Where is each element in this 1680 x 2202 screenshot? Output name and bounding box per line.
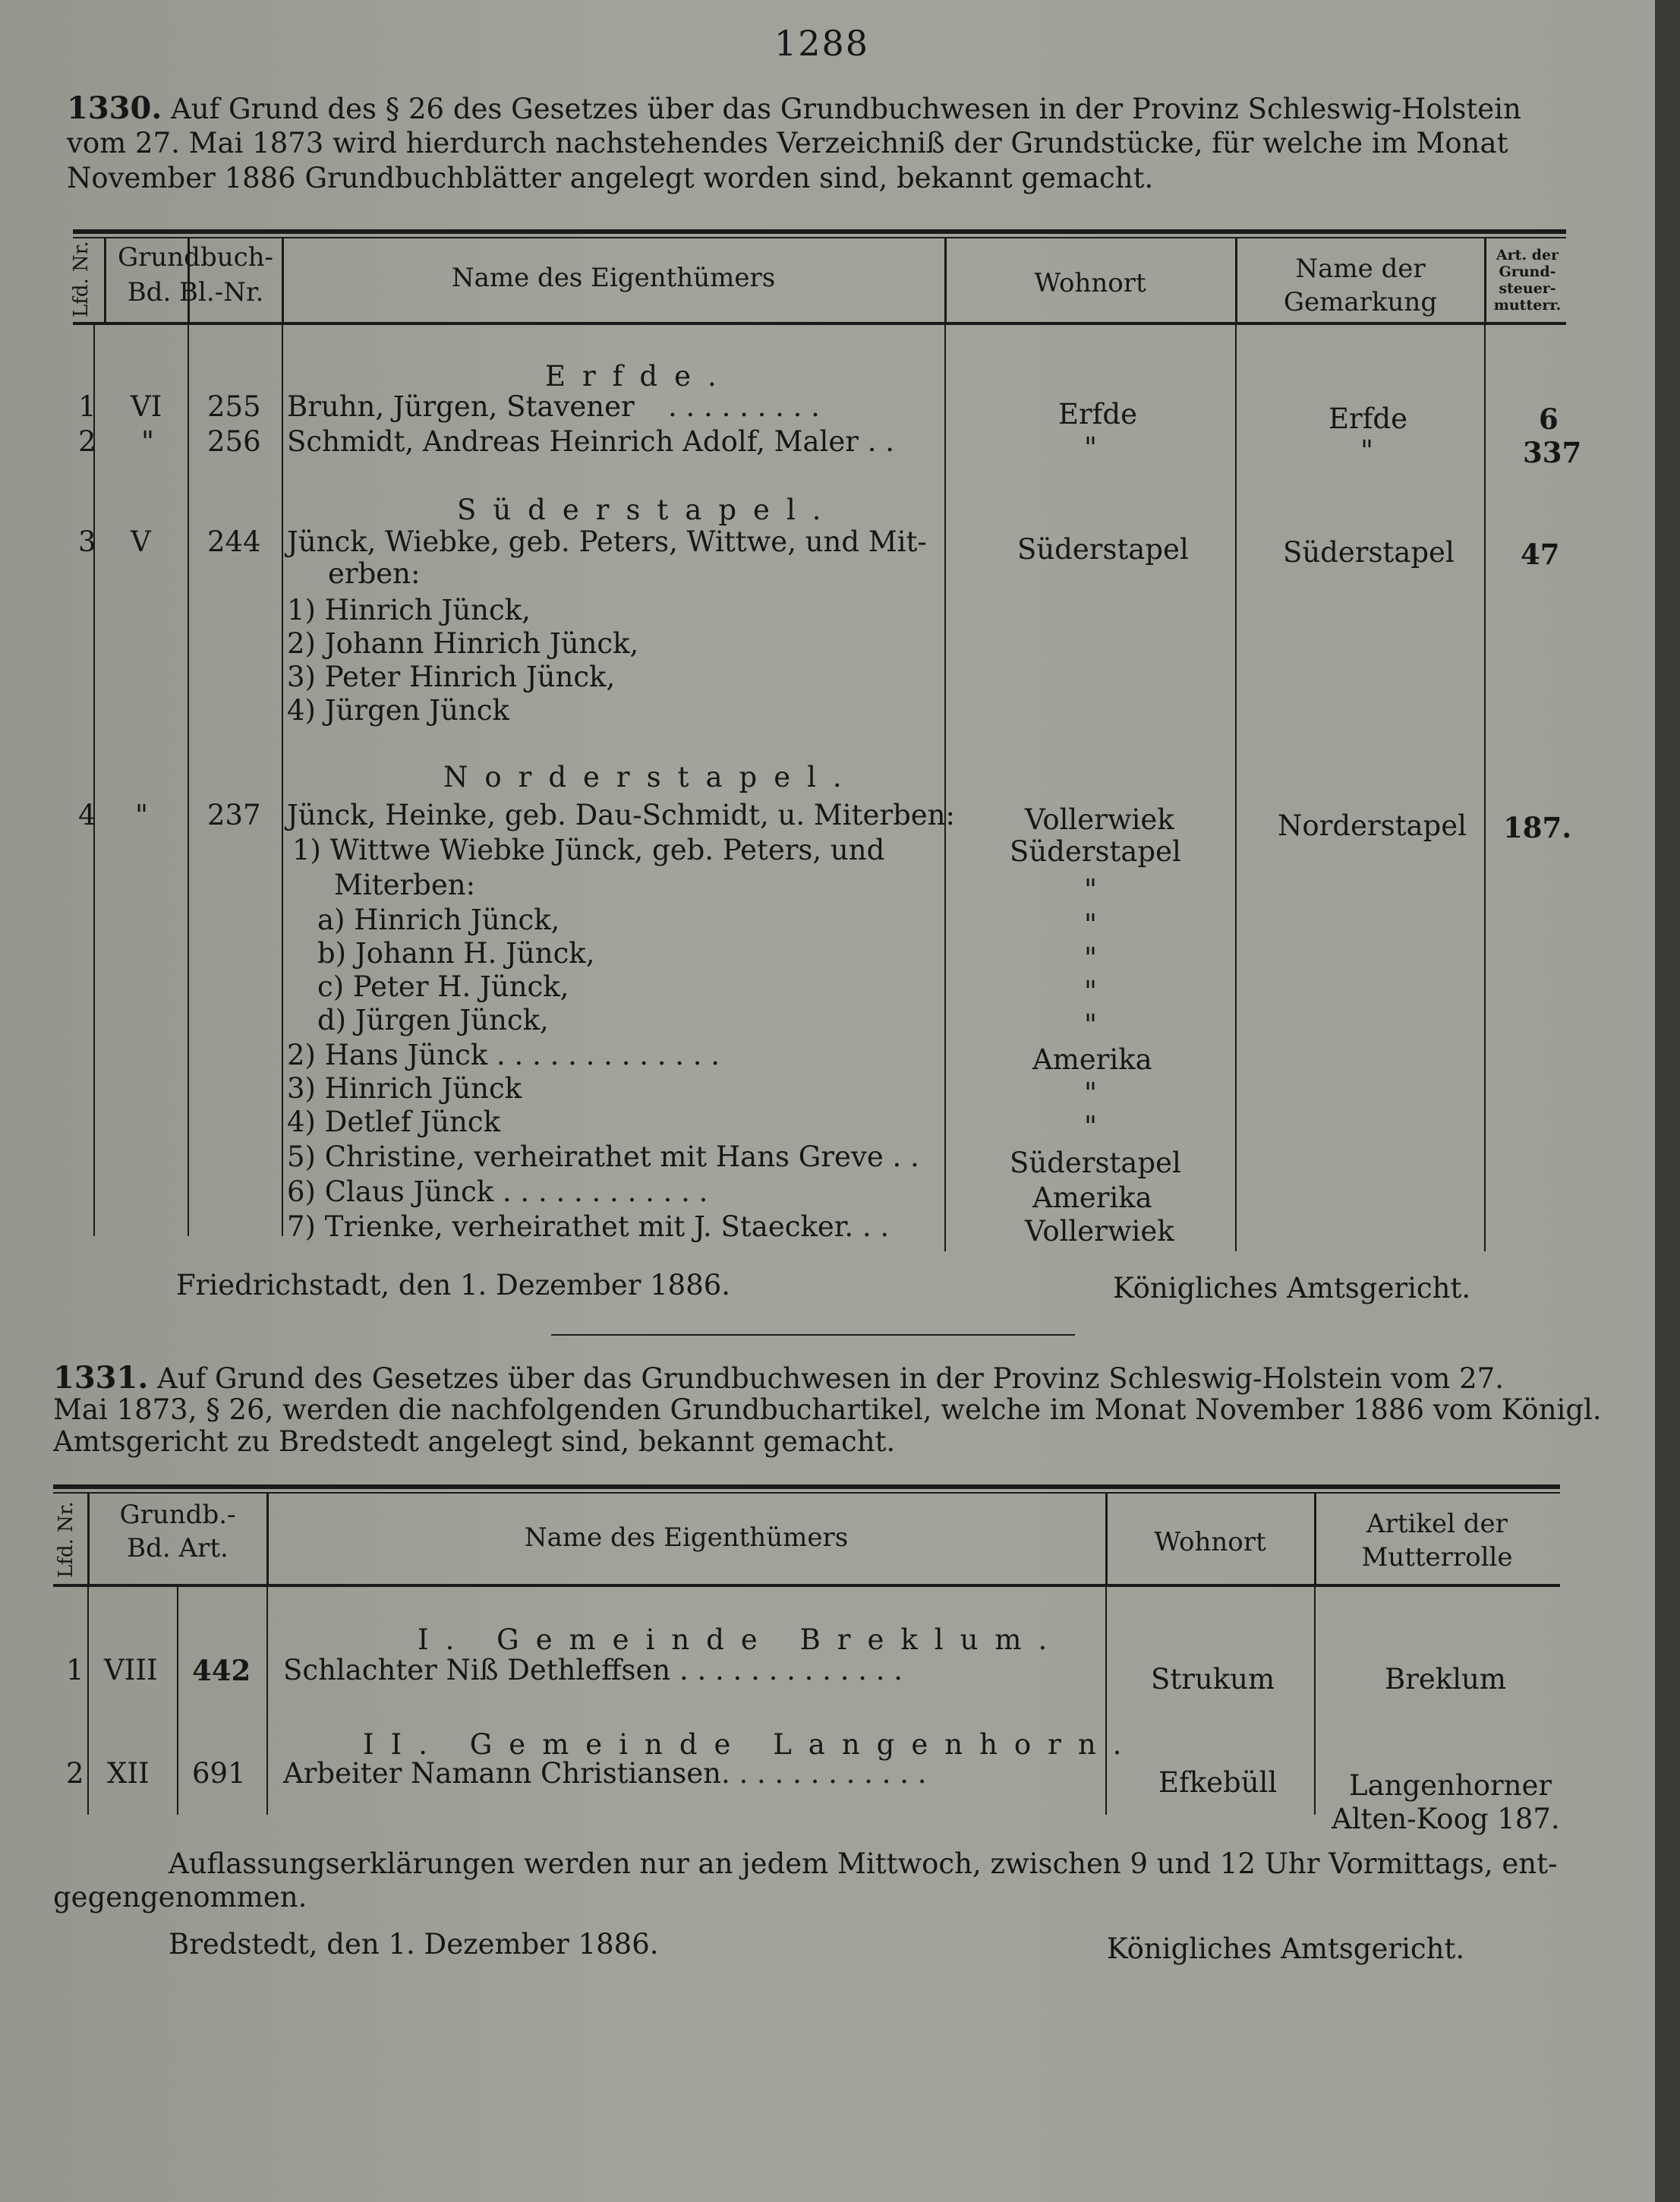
row4-wohnort: Vollerwiek: [1025, 803, 1174, 836]
table2-row1-name: Schlachter Niß Dethleffsen . . . . . . . . . . . . .: [283, 1654, 903, 1686]
row4-heir-7-ort: Vollerwiek: [1025, 1215, 1174, 1248]
row2-gemarkung: ": [1360, 434, 1374, 467]
row4-nr: 4: [78, 799, 96, 831]
row1-art: 6: [1539, 402, 1559, 436]
table2-row2-nr: 2: [66, 1757, 84, 1790]
row4-gemarkung: Norderstapel: [1278, 809, 1467, 842]
row4-heir-1c-ort: ": [1084, 975, 1098, 1008]
notice-1331-note-line2: gegengenommen.: [53, 1881, 307, 1913]
section-langenhorn: II. Gemeinde Langenhorn.: [363, 1728, 1139, 1761]
row3-gemarkung: Süderstapel: [1283, 536, 1455, 569]
notice-1331-court: Königliches Amtsgericht.: [1107, 1932, 1465, 1965]
row3-nr: 3: [78, 525, 96, 558]
row1-name-leader: . . . . . . . . .: [668, 390, 820, 423]
page-edge: [1655, 0, 1680, 2202]
table2-row1-wohnort: Strukum: [1151, 1663, 1275, 1696]
row3-art: 47: [1521, 538, 1560, 571]
row4-heir-1d-ort: ": [1084, 1008, 1098, 1041]
header-lfd-nr: Lfd. Nr.: [70, 241, 93, 317]
notice-1330-number: 1330.: [67, 90, 162, 126]
row4-name: Jünck, Heinke, geb. Dau-Schmidt, u. Miterben:: [287, 799, 955, 831]
row2-nr: 2: [78, 425, 96, 458]
notice-1331-place-date: Bredstedt, den 1. Dezember 1886.: [169, 1928, 659, 1961]
table2-row2-wohnort: Efkebüll: [1158, 1766, 1278, 1799]
row3-bl: 244: [207, 525, 261, 558]
notice-1331-number: 1331.: [53, 1360, 149, 1396]
header-art-line2: Grund-: [1499, 263, 1556, 280]
table2-row2-art: 691: [192, 1757, 246, 1790]
row4-heir-6-ort: Amerika: [1032, 1181, 1152, 1214]
table2-row2-bd: XII: [107, 1757, 150, 1790]
header2-grundb-line2: Bd. Art.: [127, 1533, 229, 1563]
row4-heir-3-ort: ": [1084, 1077, 1098, 1109]
notice-1331-note-line1: Auflassungserklärungen werden nur an jedem Mittwoch, zwischen 9 und 12 Uhr Vormittags, ent-: [169, 1847, 1558, 1880]
row4-heir-2-ort: Amerika: [1032, 1043, 1152, 1076]
notice-1330-intro-line2: vom 27. Mai 1873 wird hierdurch nachstehendes Verzeichniß der Grundstücke, für welche im Monat: [67, 127, 1508, 159]
table2-row1-bd: VIII: [104, 1654, 158, 1686]
header-art-line3: steuer-: [1499, 280, 1556, 297]
section-suederstapel: Süderstapel.: [457, 494, 838, 526]
table2-row1-art: 442: [192, 1654, 251, 1687]
row4-heir-1-sub: Miterben:: [334, 869, 476, 901]
row2-wohnort: ": [1084, 431, 1098, 464]
row3-wohnort: Süderstapel: [1017, 533, 1189, 566]
notice-1330-intro-line1: 1330. Auf Grund des § 26 des Gesetzes über das Grundbuchwesen in der Provinz Schleswig-Holstein: [67, 90, 1521, 126]
row1-bd: VI: [131, 390, 162, 423]
header-art-line4: mutterr.: [1493, 297, 1562, 314]
header-art-line1: Art. der: [1496, 247, 1559, 263]
section-norderstapel: Norderstapel.: [443, 761, 859, 793]
section-erfde: Erfde.: [545, 360, 733, 393]
table2-row1-nr: 1: [66, 1654, 84, 1686]
section-breklum: I. Gemeinde Breklum.: [418, 1623, 1064, 1656]
header-grundbuch-line2: Bd. Bl.-Nr.: [127, 277, 264, 308]
row2-bl: 256: [207, 425, 261, 458]
notice-1330-intro-line3: November 1886 Grundbuchblätter angelegt worden sind, bekannt gemacht.: [67, 162, 1154, 194]
row4-heir-1-sub-ort: ": [1084, 873, 1098, 906]
row1-bl: 255: [207, 390, 261, 423]
notice-1331-intro-line3: Amtsgericht zu Bredstedt angelegt sind, bekannt gemacht.: [53, 1425, 896, 1458]
row4-heir-1-ort: Süderstapel: [1010, 835, 1181, 868]
header2-artikel-line1: Artikel der: [1366, 1509, 1508, 1539]
header-gemarkung-line1: Name der: [1295, 254, 1426, 284]
table2-row2-artikel-line2: Alten-Koog 187.: [1332, 1803, 1560, 1835]
row4-art: 187.: [1503, 811, 1572, 844]
row4-heir-1a-ort: ": [1084, 908, 1098, 941]
table2-row1-artikel: Breklum: [1385, 1663, 1506, 1696]
row4-heir-1d: d) Jürgen Jünck,: [317, 1004, 549, 1036]
header2-grundb-line1: Grundb.-: [119, 1500, 236, 1530]
header2-lfd-nr: Lfd. Nr.: [55, 1501, 77, 1578]
row4-heir-1: 1) Wittwe Wiebke Jünck, geb. Peters, und: [292, 834, 885, 866]
header-grundbuch-line1: Grundbuch-: [117, 242, 274, 273]
row3-heir-3: 3) Peter Hinrich Jünck,: [287, 661, 616, 693]
row1-wohnort: Erfde: [1058, 398, 1137, 431]
header2-name: Name des Eigenthümers: [524, 1522, 849, 1553]
row4-bd: ": [135, 799, 149, 831]
row3-heir-2: 2) Johann Hinrich Jünck,: [287, 627, 639, 660]
notice-1331-intro-line1: 1331. Auf Grund des Gesetzes über das Grundbuchwesen in der Provinz Schleswig-Holstein vom 27.: [53, 1360, 1504, 1396]
row4-heir-1b-ort: ": [1084, 942, 1098, 974]
row3-name-line1: Jünck, Wiebke, geb. Peters, Wittwe, und Mit-: [287, 525, 927, 558]
header-gemarkung-line2: Gemarkung: [1283, 287, 1438, 317]
row4-heir-4-ort: ": [1084, 1110, 1098, 1143]
row2-art: 337: [1523, 436, 1582, 469]
header-wohnort: Wohnort: [1034, 268, 1146, 298]
row3-heir-1: 1) Hinrich Jünck,: [287, 594, 531, 626]
table2-row2-artikel-line1: Langenhorner: [1349, 1769, 1552, 1802]
row1-gemarkung: Erfde: [1329, 402, 1407, 435]
notice-1330-place-date: Friedrichstadt, den 1. Dezember 1886.: [176, 1269, 731, 1301]
notice-1330-court: Königliches Amtsgericht.: [1113, 1272, 1471, 1304]
row4-heir-1b: b) Johann H. Jünck,: [317, 937, 595, 970]
row4-heir-1a: a) Hinrich Jünck,: [317, 904, 560, 936]
row2-name: Schmidt, Andreas Heinrich Adolf, Maler . .: [287, 425, 894, 458]
row3-name-line2: erben:: [328, 557, 421, 590]
page-number: 1288: [774, 23, 870, 64]
header-name: Name des Eigenthümers: [451, 263, 776, 293]
header2-artikel-line2: Mutterrolle: [1361, 1542, 1513, 1573]
header2-wohnort: Wohnort: [1154, 1527, 1266, 1557]
table2-row2-name: Arbeiter Namann Christiansen. . . . . . . . . . . .: [283, 1757, 927, 1790]
row3-heir-4: 4) Jürgen Jünck: [287, 694, 509, 727]
row1-name: Bruhn, Jürgen, Stavener: [287, 390, 635, 423]
notice-divider: [551, 1334, 1075, 1336]
row4-heir-7: 7) Trienke, verheirathet mit J. Staecker. . .: [287, 1210, 890, 1243]
row2-bd: ": [141, 425, 155, 458]
row3-bd: V: [131, 525, 151, 558]
row4-heir-4: 4) Detlef Jünck: [287, 1106, 500, 1138]
notice-1331-intro-line2: Mai 1873, § 26, werden die nachfolgenden Grundbuchartikel, welche im Monat November 1886 vom Königl.: [53, 1393, 1602, 1426]
row4-heir-5: 5) Christine, verheirathet mit Hans Greve . .: [287, 1140, 919, 1173]
row1-nr: 1: [78, 390, 96, 423]
row4-heir-1c: c) Peter H. Jünck,: [317, 970, 569, 1003]
row4-heir-3: 3) Hinrich Jünck: [287, 1072, 522, 1105]
row4-bl: 237: [207, 799, 261, 831]
row4-heir-2: 2) Hans Jünck . . . . . . . . . . . . .: [287, 1039, 720, 1071]
row4-heir-5-ort: Süderstapel: [1010, 1147, 1181, 1179]
row4-heir-6: 6) Claus Jünck . . . . . . . . . . . .: [287, 1175, 708, 1208]
